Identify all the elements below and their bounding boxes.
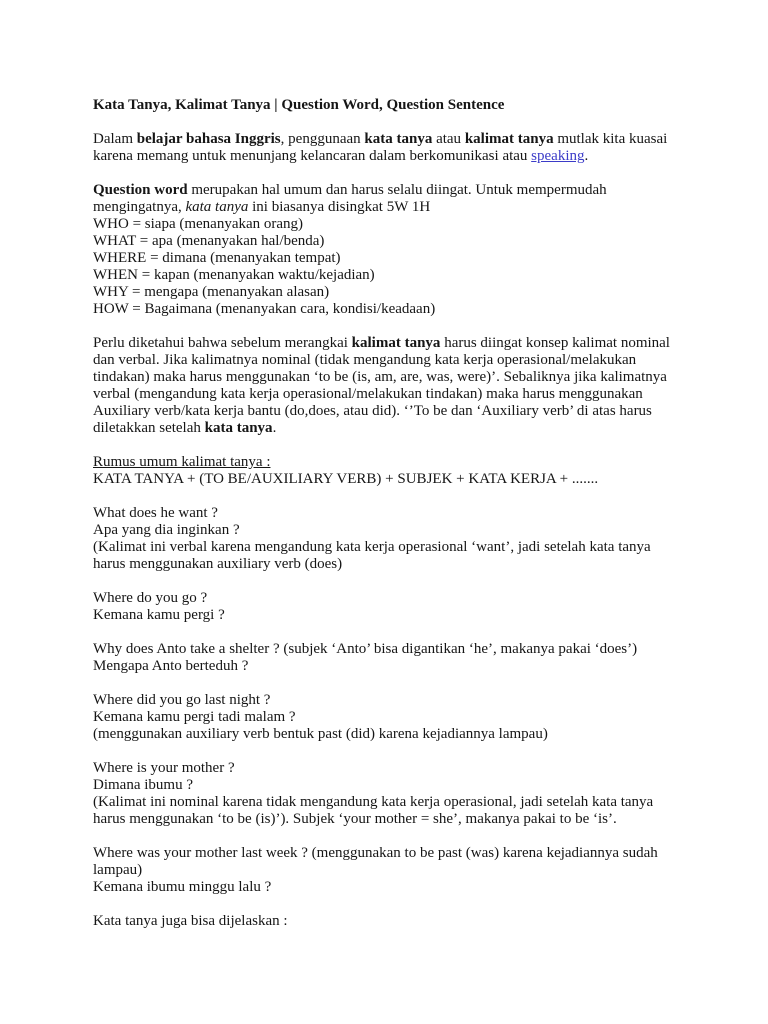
example-where-was-your-mother (93, 845, 673, 896)
example-where-do-you-go (93, 590, 673, 624)
example-line: Kemana kamu pergi tadi malam ? (93, 709, 296, 725)
example-why-does-anto (93, 641, 673, 675)
list-item-why: WHY = mengapa (menanyakan alasan) (93, 284, 330, 300)
example-what-does-he-want (93, 505, 673, 573)
text-run-italic: kata tanya (185, 199, 249, 215)
text-run: mutlak kita kuasai karena memang untuk menunjang kelancaran dalam berkomunikasi atau (93, 131, 668, 164)
list-item-where: WHERE = dimana (menanyakan tempat) (93, 250, 341, 266)
text-run-bold: kata tanya (364, 131, 433, 147)
example-line: (menggunakan auxiliary verb bentuk past (did) karena kejadiannya lampau) (93, 726, 548, 742)
example-line: (Kalimat ini nominal karena tidak mengandung kata kerja operasional, jadi setelah kata tanya harus menggunakan ‘to be (is)’). Subjek ‘your mother = she’, makanya pakai to be ‘is’. (93, 794, 654, 827)
text-run: Perlu diketahui bahwa sebelum merangkai (93, 335, 352, 351)
rumus-section (93, 454, 673, 488)
example-line: Where do you go ? (93, 590, 208, 606)
rumus-heading: Rumus umum kalimat tanya : (93, 454, 271, 470)
text-run: atau (432, 131, 465, 147)
example-line: Mengapa Anto berteduh ? (93, 658, 249, 674)
text-run: . (584, 148, 589, 164)
document-title: Kata Tanya, Kalimat Tanya | Question Word, Question Sentence (93, 97, 505, 113)
list-item-how: HOW = Bagaimana (menanyakan cara, kondisi/keadaan) (93, 301, 436, 317)
example-line: Why does Anto take a shelter ? (subjek ‘Anto’ bisa digantikan ‘he’, makanya pakai ‘does’) (93, 641, 638, 657)
text-run-bold: kalimat tanya (351, 335, 441, 351)
example-where-is-your-mother (93, 760, 673, 828)
example-line: Where was your mother last week ? (menggunakan to be past (was) karena kejadiannya sudah lampau) (93, 845, 658, 878)
speaking-link[interactable]: speaking (531, 148, 585, 164)
text-run-bold: kalimat tanya (464, 131, 554, 147)
closing-line: Kata tanya juga bisa dijelaskan : (93, 913, 288, 929)
example-line: Dimana ibumu ? (93, 777, 193, 793)
list-item-what: WHAT = apa (menanyakan hal/benda) (93, 233, 325, 249)
example-line: Kemana ibumu minggu lalu ? (93, 879, 272, 895)
nominal-verbal-paragraph (93, 335, 673, 437)
example-line: Apa yang dia inginkan ? (93, 522, 240, 538)
example-line: What does he want ? (93, 505, 218, 521)
example-line: (Kalimat ini verbal karena mengandung kata kerja operasional ‘want’, jadi setelah kata tanya harus menggunakan auxiliary verb (does) (93, 539, 651, 572)
text-run-bold: kata tanya (204, 420, 273, 436)
5w1h-list (93, 216, 673, 318)
text-run-bold: belajar bahasa Inggris (136, 131, 281, 147)
text-run: ini biasanya disingkat 5W 1H (248, 199, 431, 215)
text-run: Dalam (93, 131, 137, 147)
example-where-did-you-go (93, 692, 673, 743)
example-line: Where did you go last night ? (93, 692, 271, 708)
question-word-paragraph (93, 182, 673, 216)
text-run-bold: Question word (93, 182, 188, 198)
text-run: merupakan hal umum dan harus selalu diingat. Untuk mempermudah mengingatnya, (93, 182, 607, 215)
rumus-formula: KATA TANYA + (TO BE/AUXILIARY VERB) + SUBJEK + KATA KERJA + ....... (93, 471, 599, 487)
example-line: Kemana kamu pergi ? (93, 607, 225, 623)
text-run: , penggunaan (280, 131, 365, 147)
list-item-when: WHEN = kapan (menanyakan waktu/kejadian) (93, 267, 375, 283)
text-run: . (272, 420, 277, 436)
list-item-who: WHO = siapa (menanyakan orang) (93, 216, 304, 232)
intro-paragraph (93, 131, 673, 165)
example-line: Where is your mother ? (93, 760, 235, 776)
text-run: harus diingat konsep kalimat nominal dan verbal. Jika kalimatnya nominal (tidak mengandung kata kerja operasional/melakukan tindakan) maka harus menggunakan ‘to be (is, am, are, was, were)’. Sebaliknya jika kalimatnya verbal (mengandung kata kerja operasional/melakukan tindakan) maka harus menggunakan Auxiliary verb/kata kerja bantu (do,does, atau did). ‘’To be dan ‘Auxiliary verb’ di atas harus diletakkan setelah (93, 335, 670, 436)
